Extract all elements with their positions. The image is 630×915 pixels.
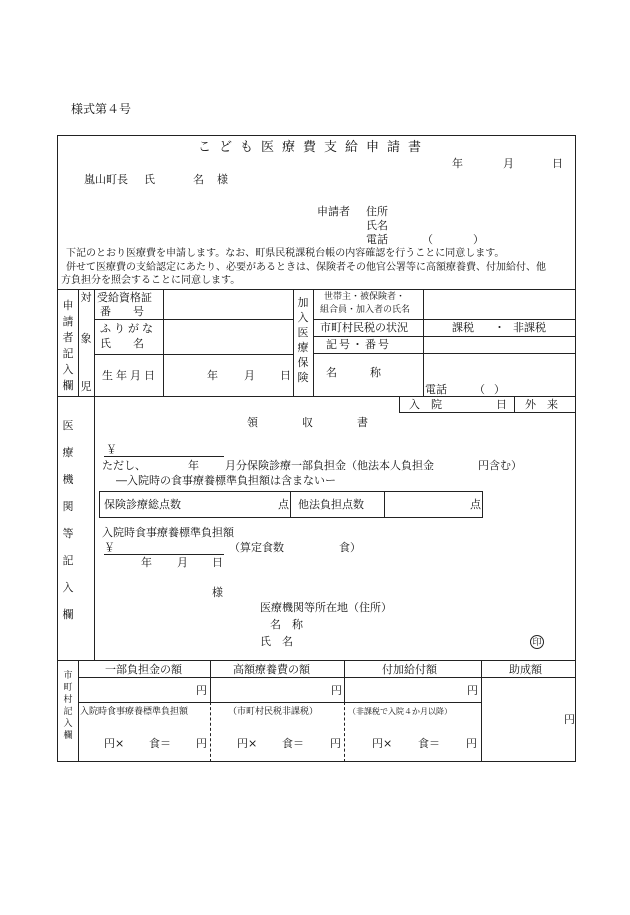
date-month: 月 bbox=[503, 157, 514, 170]
outpatient-label: 外 来 bbox=[525, 398, 558, 411]
applicant-phone-open: （ bbox=[422, 233, 433, 246]
name-label: 氏 名 bbox=[100, 337, 144, 350]
tax-status-label: 市町村民税の状況 bbox=[320, 321, 408, 334]
addressee-mei: 名 bbox=[193, 173, 204, 186]
birth-label: 生年月日 bbox=[102, 369, 158, 382]
calc2-yen-x: 円× bbox=[237, 737, 258, 750]
yen-mark-2: ￥ bbox=[104, 541, 115, 554]
institution-name: 名 称 bbox=[270, 618, 303, 631]
city-non-taxed-4m: （非課税で入院４か月以降） bbox=[348, 707, 452, 716]
receipt-year: 年 bbox=[141, 556, 152, 569]
receipt-day: 日 bbox=[212, 556, 223, 569]
calc3-yen-x: 円× bbox=[372, 737, 393, 750]
form-title: こども医療費支給申請書 bbox=[198, 140, 430, 155]
applicant-address: 住所 bbox=[366, 205, 388, 218]
insurer-phone-open: （ bbox=[474, 383, 485, 396]
consent-text-3: 方負担分を照会することに同意します。 bbox=[61, 275, 241, 286]
calc3-meal: 食＝ bbox=[418, 737, 440, 750]
copay-yen: 円 bbox=[196, 684, 207, 697]
col-header-copay: 一部負担金の額 bbox=[105, 663, 182, 676]
insurer-phone-close: ） bbox=[494, 383, 505, 396]
applicant-label: 申請者 bbox=[317, 205, 350, 218]
applicant-name: 氏名 bbox=[366, 219, 388, 232]
subsidy-yen: 円 bbox=[564, 713, 575, 726]
institution-location: 医療機関等所在地（住所） bbox=[260, 601, 392, 614]
insurer-phone-label: 電話 bbox=[425, 383, 447, 396]
col-header-additional: 付加給付額 bbox=[382, 663, 437, 676]
applicant-section-label: 申 請 者 記 入 欄 bbox=[62, 299, 74, 392]
doctor-name: 氏 名 bbox=[260, 635, 293, 648]
yen-mark: ￥ bbox=[106, 443, 117, 456]
receipt-month: 月 bbox=[177, 556, 188, 569]
birth-year: 年 bbox=[207, 369, 218, 382]
recipient-sama: 様 bbox=[212, 586, 223, 599]
calc1-yen: 円 bbox=[196, 737, 207, 750]
tadashi-detail: 月分保険診療一部負担金（他法本人負担金 円含む） bbox=[225, 459, 522, 472]
col-header-high-cost: 高額療養費の額 bbox=[233, 663, 310, 676]
receipt-title: 領 収 書 bbox=[247, 416, 368, 429]
insurer-name-label: 名 称 bbox=[326, 366, 381, 379]
birth-month: 月 bbox=[244, 369, 255, 382]
date-day: 日 bbox=[552, 157, 563, 170]
seal-icon: 印 bbox=[530, 635, 544, 649]
qualification-no-label-2: 番 号 bbox=[100, 305, 144, 318]
consent-text-2: 併せて医療費の支給認定にあたり、必要があるときは、保険者その他官公署等に高額療養費、付加給付、他 bbox=[66, 262, 546, 273]
tadashi-label: ただし、 bbox=[102, 459, 146, 472]
calc3-yen: 円 bbox=[466, 737, 477, 750]
taxed-option: 課税 bbox=[452, 321, 474, 334]
medical-section-label: 医 療 機 関 等 記 入 欄 bbox=[62, 419, 74, 621]
calc1-yen-x: 円× bbox=[104, 737, 125, 750]
col-header-subsidy: 助成額 bbox=[509, 663, 542, 676]
additional-yen: 円 bbox=[467, 684, 478, 697]
householder-label-1: 世帯主・被保険者・ bbox=[324, 292, 406, 302]
calc1-meal: 食＝ bbox=[149, 737, 171, 750]
symbol-number-label: 記号・番号 bbox=[326, 338, 391, 351]
child-label: 児 bbox=[80, 380, 92, 393]
consent-text-1: 下記のとおり医療費を申請します。なお、町県民税課税台帳の内容確認を行うことに同意します。 bbox=[66, 248, 505, 259]
city-non-taxed-note: （市町村民税非課税） bbox=[228, 707, 319, 717]
addressee-shi: 氏 bbox=[144, 173, 155, 186]
admission-label: 入 院 bbox=[409, 398, 442, 411]
total-points-unit: 点 bbox=[278, 498, 289, 511]
applicant-phone-close: ） bbox=[473, 233, 484, 246]
meal-note: ―入院時の食事療養標準負担額は含まないー bbox=[116, 474, 336, 487]
city-section-label: 市 町 村 記 入 欄 bbox=[63, 671, 73, 741]
furigana-label: ふりがな bbox=[100, 322, 156, 335]
other-points-unit: 点 bbox=[470, 498, 481, 511]
tax-dot: ・ bbox=[494, 321, 505, 334]
high-cost-yen: 円 bbox=[331, 684, 342, 697]
tadashi-year: 年 bbox=[188, 459, 199, 472]
admission-day: 日 bbox=[496, 398, 507, 411]
addressee-sama: 様 bbox=[217, 173, 228, 186]
target-label: 対 象 bbox=[80, 291, 92, 345]
meal-burden-label: 入院時食事療養標準負担額 bbox=[102, 526, 234, 539]
calc2-meal: 食＝ bbox=[282, 737, 304, 750]
form-number: 様式第４号 bbox=[71, 102, 132, 116]
householder-label-2: 組合員・加入者の氏名 bbox=[320, 305, 411, 315]
meal-count: （算定食数 食） bbox=[229, 541, 361, 554]
applicant-phone: 電話 bbox=[366, 233, 388, 246]
non-taxed-option: 非課税 bbox=[513, 321, 546, 334]
date-year: 年 bbox=[452, 157, 463, 170]
other-points-label: 他法負担点数 bbox=[298, 498, 364, 511]
town-head: 嵐山町長 bbox=[84, 173, 128, 186]
calc2-yen: 円 bbox=[330, 737, 341, 750]
qualification-no-label-1: 受給資格証 bbox=[97, 291, 152, 304]
insurance-label: 加 入 医 療 保 険 bbox=[297, 296, 309, 384]
city-meal-burden: 入院時食事療養標準負担額 bbox=[80, 707, 189, 717]
birth-day: 日 bbox=[280, 369, 291, 382]
total-points-label: 保険診療総点数 bbox=[104, 498, 181, 511]
